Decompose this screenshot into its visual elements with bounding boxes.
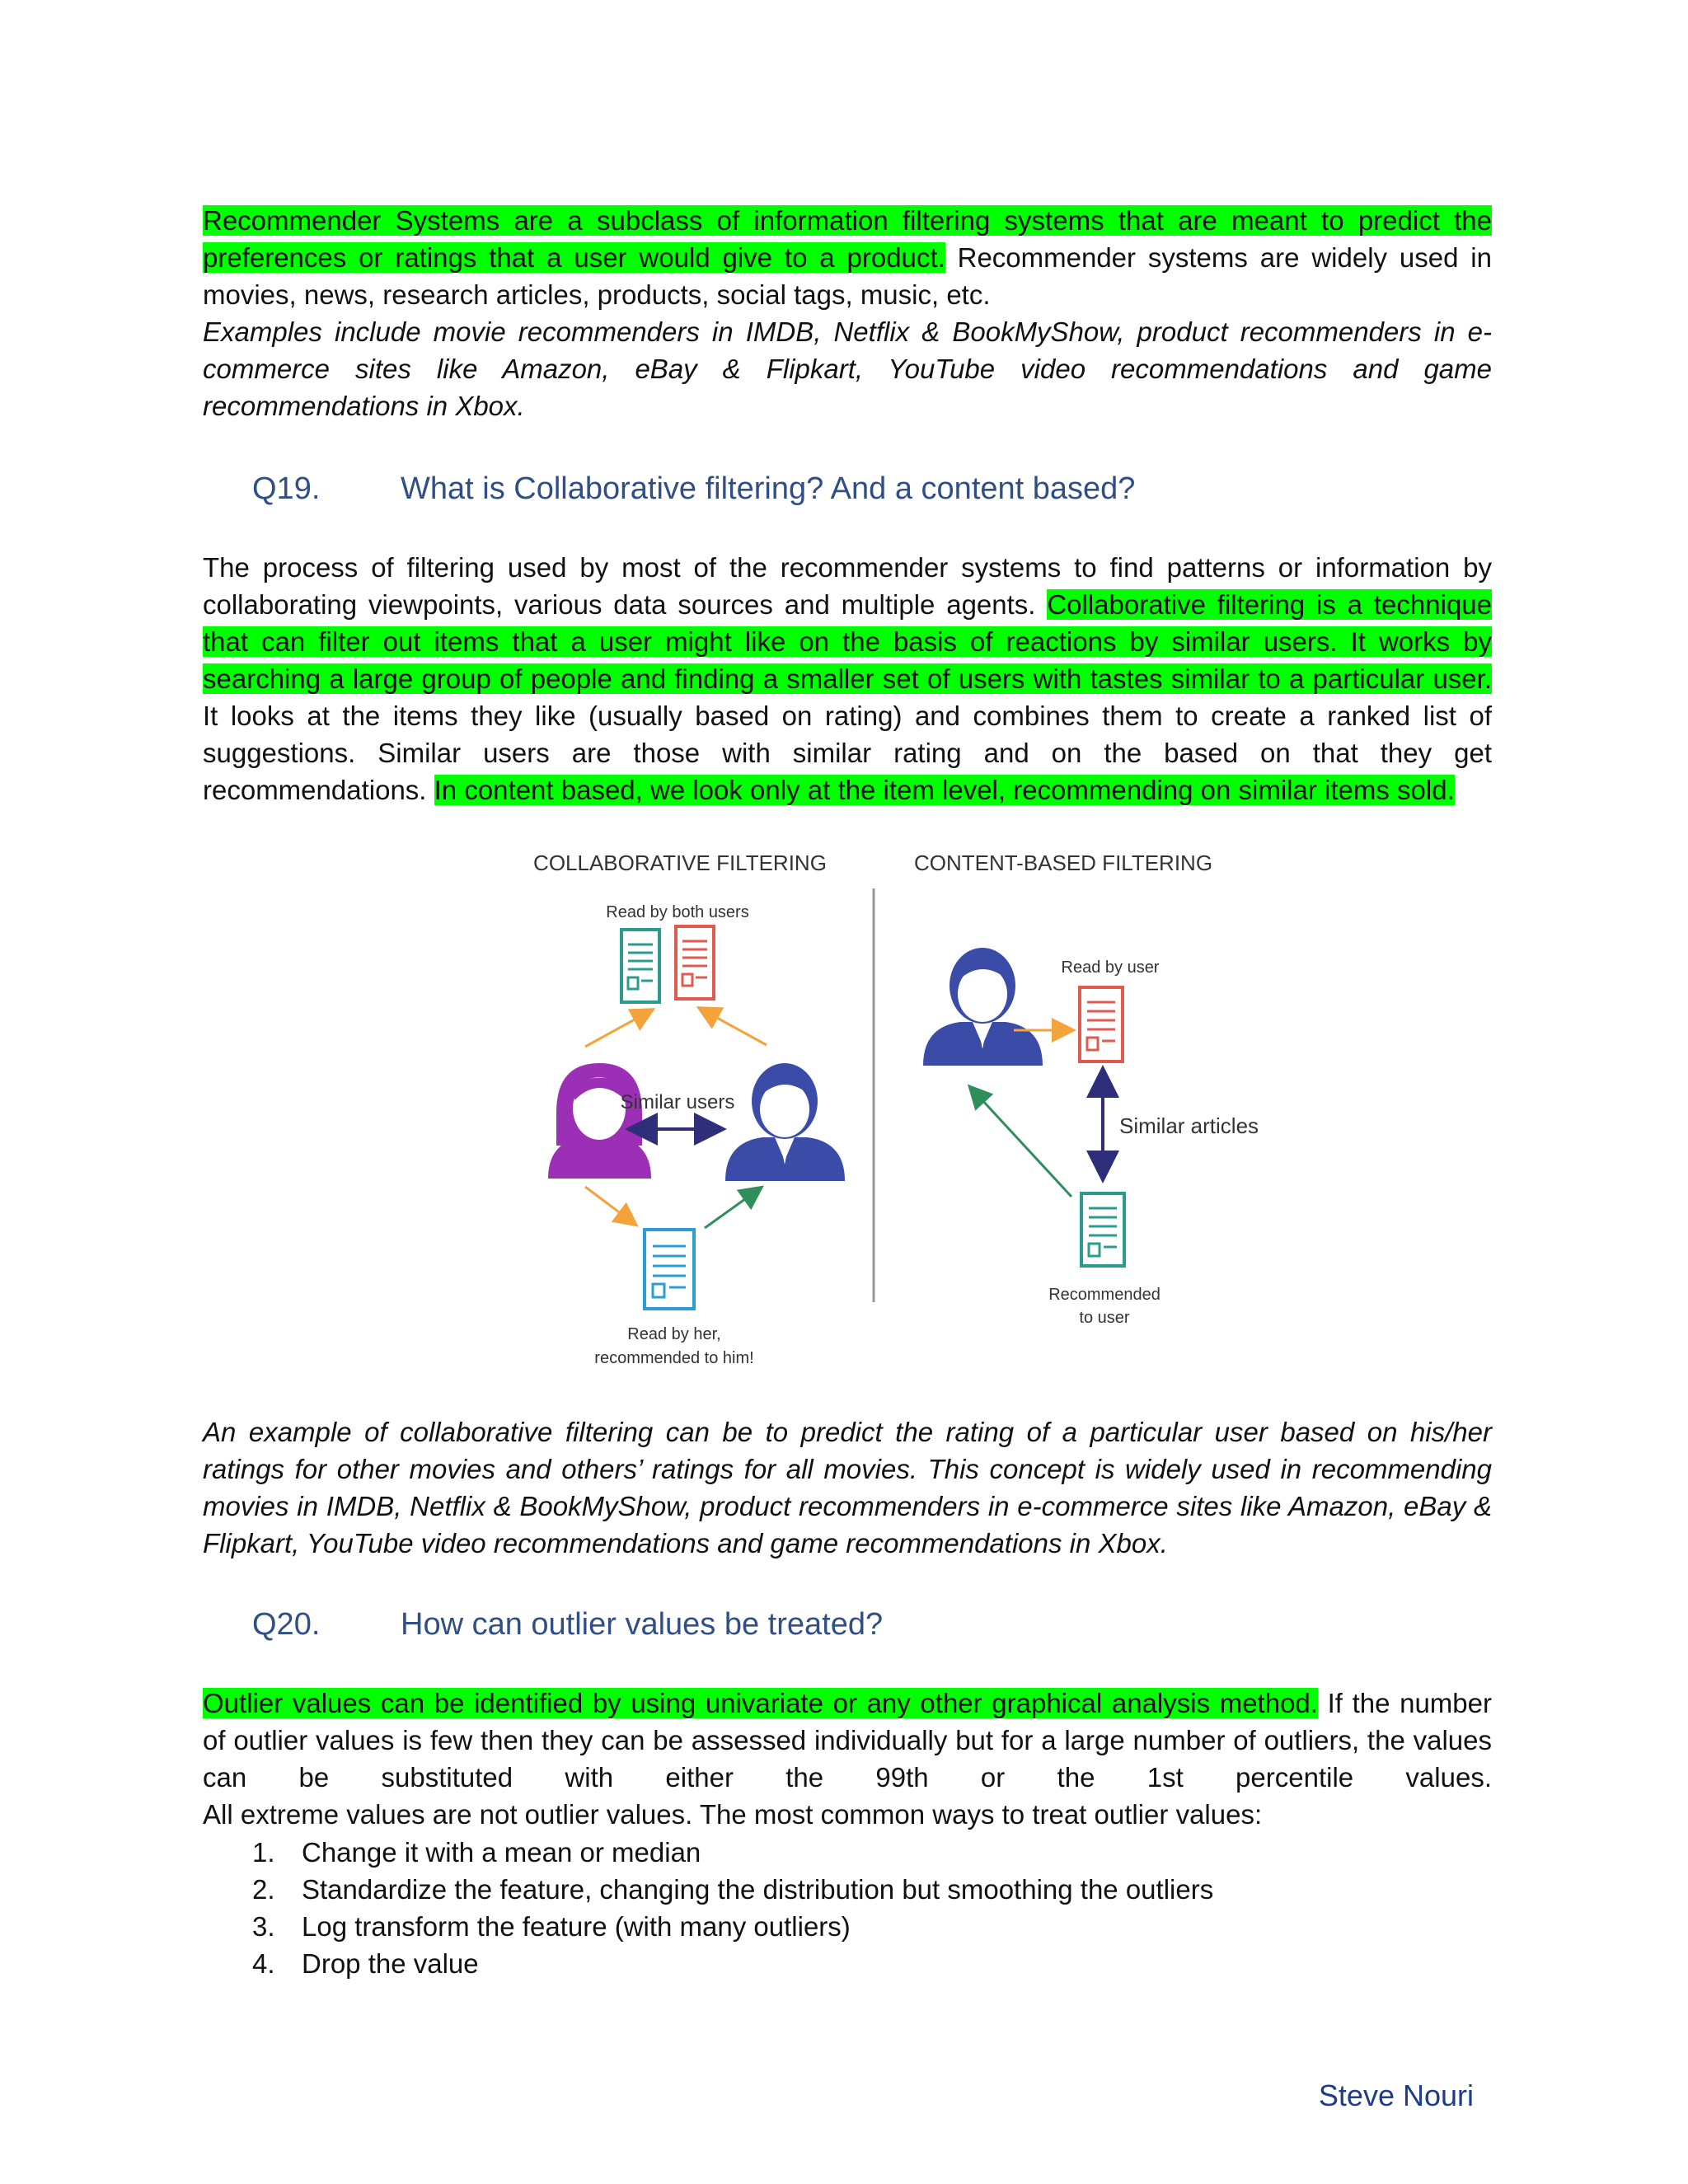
- document-icon: [645, 1230, 694, 1309]
- text-line: [203, 1796, 1492, 1833]
- text-line: [203, 660, 1492, 697]
- list-number: 4.: [252, 1948, 275, 1979]
- read-by-both-label: Read by both users: [606, 903, 749, 921]
- document-icon: [1081, 1193, 1124, 1266]
- filtering-diagram-svg: [305, 824, 1515, 1385]
- text-segment: The process of filtering used by most of the recommender systems to find patterns or information by: [203, 552, 1492, 583]
- text-segment: Recommender systems are widely used in: [945, 242, 1492, 273]
- text-segment: If the number: [1317, 1688, 1492, 1718]
- heading-number: Q20.: [252, 1607, 321, 1642]
- text-line: [203, 1759, 1492, 1796]
- arrow: [971, 1088, 1071, 1197]
- recommended-to-him-label: recommended to him!: [594, 1349, 754, 1367]
- arrow: [701, 1009, 767, 1045]
- document-icon: [676, 926, 714, 999]
- woman-user-icon: [548, 1063, 651, 1179]
- highlighted-text: Outlier values can be identified by using univariate or any other graphical analysis method.: [203, 1688, 1318, 1718]
- text-line: Flipkart, YouTube video recommendations and game recommendations in Xbox.: [203, 1528, 1168, 1558]
- list-item: [203, 1834, 1213, 1871]
- heading-title: What is Collaborative filtering? And a content based?: [401, 471, 1136, 506]
- heading-number: Q19.: [252, 471, 321, 506]
- intro-paragraph: [203, 202, 1492, 313]
- text-line: [203, 623, 1492, 660]
- list-number: 2.: [252, 1874, 275, 1905]
- list-text: Standardize the feature, changing the distribution but smoothing the outliers: [302, 1874, 1214, 1905]
- read-by-her-label: Read by her,: [627, 1325, 721, 1343]
- text-segment: collaborating viewpoints, various data sources and multiple agents.: [203, 589, 1048, 620]
- text-segment: recommendations.: [203, 775, 434, 805]
- list-number: 3.: [252, 1911, 275, 1942]
- list-item: [203, 1871, 1213, 1908]
- text-line: Examples include movie recommenders in IMDB, Netflix & BookMyShow, product recommenders in e-: [203, 316, 1492, 347]
- text-segment: It looks at the items they like (usually based on rating) and combines them to create a ranked list of: [203, 701, 1492, 731]
- read-by-user-label: Read by user: [1061, 958, 1160, 977]
- intro-examples: [203, 313, 1492, 424]
- similar-users-label: Similar users: [620, 1091, 735, 1113]
- highlighted-text: that can filter out items that a user might like on the basis of reactions by similar users. It works by: [203, 626, 1492, 657]
- list-item: [203, 1945, 1213, 1982]
- list-number: 1.: [252, 1837, 275, 1868]
- q19-paragraph: [203, 549, 1492, 808]
- right-title: CONTENT-BASED FILTERING: [913, 851, 1213, 875]
- text-line: [203, 1722, 1492, 1759]
- list-text: Drop the value: [302, 1948, 479, 1979]
- text-line: An example of collaborative filtering can be to predict the rating of a particular user based on his/her: [203, 1417, 1492, 1447]
- arrow: [705, 1188, 760, 1228]
- list-item: [203, 1908, 1213, 1945]
- text-line: [203, 239, 1492, 276]
- highlighted-text: Collaborative filtering is a technique: [1047, 589, 1493, 620]
- text-segment: All extreme values are not outlier values. The most common ways to treat outlier values:: [203, 1799, 1263, 1830]
- text-line: [203, 697, 1492, 734]
- text-line: [203, 586, 1492, 623]
- list-text: Log transform the feature (with many outliers): [302, 1911, 851, 1942]
- text-segment: movies, news, research articles, products, social tags, music, etc.: [203, 279, 991, 310]
- footer-author: Steve Nouri: [1318, 2079, 1474, 2112]
- text-line: ratings for other movies and others’ ratings for all movies. This concept is widely used in recommending: [203, 1454, 1492, 1484]
- arrow: [585, 1187, 635, 1224]
- arrow: [585, 1010, 651, 1047]
- to-user-label: to user: [1079, 1309, 1130, 1327]
- q20-paragraph: [203, 1685, 1492, 1833]
- similar-articles-label: Similar articles: [1119, 1113, 1259, 1138]
- highlighted-text: In content based, we look only at the item level, recommending on similar items sold.: [434, 775, 1455, 805]
- text-line: [203, 202, 1492, 239]
- collab-example-paragraph: [203, 1413, 1492, 1562]
- list-text: Change it with a mean or median: [302, 1837, 701, 1868]
- man-user-icon: [725, 1063, 845, 1181]
- text-line: [203, 276, 1492, 313]
- text-line: commerce sites like Amazon, eBay & Flipkart, YouTube video recommendations and game: [203, 354, 1492, 384]
- document-icon: [1080, 987, 1123, 1062]
- highlighted-text: searching a large group of people and finding a smaller set of users with tastes similar to a particular user.: [203, 663, 1492, 694]
- text-line: [203, 1685, 1492, 1722]
- text-line: recommendations in Xbox.: [203, 391, 525, 421]
- left-title: COLLABORATIVE FILTERING: [533, 851, 827, 875]
- text-segment: suggestions. Similar users are those with similar rating and on the based on that they get: [203, 738, 1492, 768]
- highlighted-text: Recommender Systems are a subclass of information filtering systems that are meant to predict the: [203, 205, 1492, 236]
- heading-q20: [252, 1604, 883, 1645]
- filtering-diagram: [305, 824, 1515, 1385]
- heading-q19: [252, 468, 1135, 509]
- document-icon: [621, 930, 659, 1002]
- text-line: [203, 734, 1492, 771]
- text-line: [203, 771, 1492, 808]
- text-line: movies in IMDB, Netflix & BookMyShow, product recommenders in e-commerce sites like Amazon, eBay &: [203, 1491, 1492, 1521]
- heading-title: How can outlier values be treated?: [401, 1607, 884, 1642]
- highlighted-text: preferences or ratings that a user would give to a product.: [203, 242, 945, 273]
- text-segment: can be substituted with either the 99th or the 1st percentile values.: [203, 1762, 1492, 1793]
- man-user-icon: [923, 948, 1043, 1066]
- recommended-label: Recommended: [1048, 1286, 1160, 1304]
- outlier-treatment-list: [203, 1834, 1213, 1982]
- text-line: [203, 549, 1492, 586]
- text-segment: of outlier values is few then they can be assessed individually but for a large number of outliers, the values: [203, 1725, 1492, 1755]
